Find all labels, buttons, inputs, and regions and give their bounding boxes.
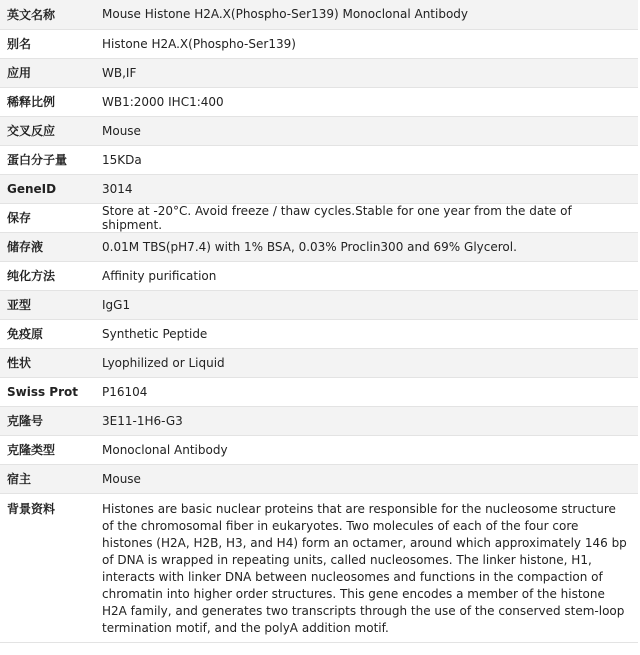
spec-row-clone-number: [0, 406, 638, 435]
row-label: 保存: [0, 203, 102, 232]
row-value: Mouse: [102, 464, 638, 493]
row-label: 免疫原: [0, 319, 102, 348]
row-value: P16104: [102, 377, 638, 406]
background-description: Histones are basic nuclear proteins that are responsible for the nucleosome structure of the chromosomal fiber in eukaryotes. Two molecules of each of the four core histones (H2A, H2B, H3, and H4) form an octamer, around which approximately 146 bp of DNA is wrapped in repeating units, called nucleosomes. The linker histone, H1, interacts with linker DNA between nucleosomes and functions in the compaction of chromatin into higher order structures. This gene encodes a member of the histone H2A family, and generates two transcripts through the use of the conserved stem-loop termination motif, and the polyA addition motif.: [102, 493, 638, 642]
spec-row-immunogen: [0, 319, 638, 348]
row-label: 背景资料: [0, 493, 102, 642]
row-label: Swiss Prot: [0, 377, 102, 406]
spec-row-storage-buffer: [0, 232, 638, 261]
spec-row-clonality: [0, 435, 638, 464]
row-value: Mouse: [102, 116, 638, 145]
spec-row-alias: [0, 29, 638, 58]
row-label: 纯化方法: [0, 261, 102, 290]
row-label: 克隆类型: [0, 435, 102, 464]
spec-row-gene-id: [0, 174, 638, 203]
spec-row-storage: [0, 203, 638, 232]
row-label: 交叉反应: [0, 116, 102, 145]
spec-row-host: [0, 464, 638, 493]
row-label: 英文名称: [0, 0, 102, 29]
row-label: 性状: [0, 348, 102, 377]
row-value: Store at -20°C. Avoid freeze / thaw cycles.Stable for one year from the date of shipment.: [102, 203, 638, 232]
row-value: 15KDa: [102, 145, 638, 174]
row-label: 蛋白分子量: [0, 145, 102, 174]
spec-row-english-name: [0, 0, 638, 29]
row-label: 稀释比例: [0, 87, 102, 116]
row-value: 3014: [102, 174, 638, 203]
row-label: 宿主: [0, 464, 102, 493]
spec-row-purification: [0, 261, 638, 290]
row-label: 克隆号: [0, 406, 102, 435]
spec-row-isotype: [0, 290, 638, 319]
row-value: WB,IF: [102, 58, 638, 87]
row-label: GeneID: [0, 174, 102, 203]
row-label: 应用: [0, 58, 102, 87]
spec-row-form: [0, 348, 638, 377]
row-label: 别名: [0, 29, 102, 58]
row-label: 储存液: [0, 232, 102, 261]
spec-row-molecular-weight: [0, 145, 638, 174]
spec-row-cross-reactivity: [0, 116, 638, 145]
row-value: Lyophilized or Liquid: [102, 348, 638, 377]
row-value: Histone H2A.X(Phospho-Ser139): [102, 29, 638, 58]
spec-row-background: [0, 493, 638, 642]
row-label: 亚型: [0, 290, 102, 319]
spec-row-dilution: [0, 87, 638, 116]
spec-row-swiss-prot: [0, 377, 638, 406]
spec-row-application: [0, 58, 638, 87]
row-value: WB1:2000 IHC1:400: [102, 87, 638, 116]
row-value: Affinity purification: [102, 261, 638, 290]
row-value: 3E11-1H6-G3: [102, 406, 638, 435]
row-value: 0.01M TBS(pH7.4) with 1% BSA, 0.03% Proclin300 and 69% Glycerol.: [102, 232, 638, 261]
row-value: IgG1: [102, 290, 638, 319]
row-value: Synthetic Peptide: [102, 319, 638, 348]
row-value: Mouse Histone H2A.X(Phospho-Ser139) Monoclonal Antibody: [102, 0, 638, 29]
row-value: Monoclonal Antibody: [102, 435, 638, 464]
